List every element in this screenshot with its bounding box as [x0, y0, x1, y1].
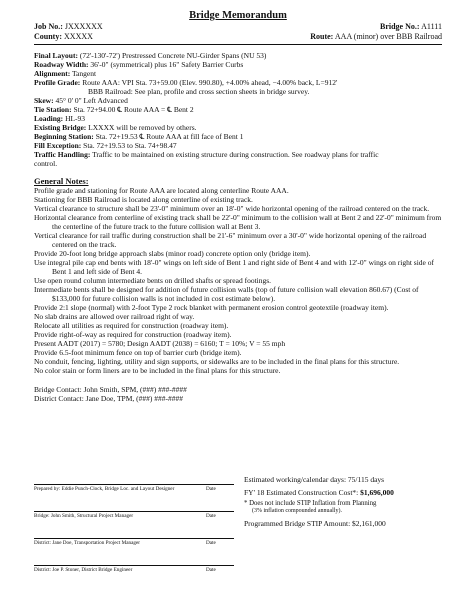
general-note: Use integral pile cap end bents with 18'-0" wings on left side of Bent 1 and right side of Bent 4 and with 12'-0" wings on right side of Bent 1 and left side of Bent 4. — [34, 258, 435, 276]
signature-rule — [34, 538, 234, 539]
stip-note: * Does not include STIP Inflation from Planning — [244, 500, 377, 507]
general-note: Provide 6.5-foot minimum fence on top of barrier curb (bridge item). — [34, 348, 242, 357]
signatory-name: District: Joe P. Stoner, District Bridge Engineer — [34, 567, 133, 573]
skew: Skew: 45° 0' 0" Left Advanced — [34, 96, 128, 105]
general-note: Vertical clearance to structure shall be 23'-0" minimum over an 18'-0" wide horizontal opening of the railroad centered on the track. — [34, 204, 430, 213]
beginning-station: Beginning Station: Sta. 72+19.53 ℄ Route AAA at fill face of Bent 1 — [34, 132, 244, 141]
bridge-number: Bridge No.: A1111 — [379, 22, 442, 31]
memo-title: Bridge Memorandum — [189, 10, 287, 21]
signature-date-label: Date — [206, 540, 216, 546]
traffic-handling: Traffic Handling: Traffic to be maintained on existing structure during construction. See roadway plans for traffic — [34, 150, 379, 159]
general-note: No slab drains are allowed over railroad right of way. — [34, 312, 195, 321]
working-days: Estimated working/calendar days: 75/115 days — [244, 475, 385, 484]
programmed-amount: Programmed Bridge STIP Amount: $2,161,000 — [244, 519, 386, 528]
job-number: Job No.: JXXXXXX — [34, 22, 103, 31]
signature-date-label: Date — [206, 513, 216, 519]
signature-line — [34, 501, 234, 528]
general-note: Provide right-of-way as required for construction (roadway item). — [34, 330, 232, 339]
general-note: Vertical clearance for rail traffic during construction shall be 21'-6" minimum over a 30'-0" wide horizontal opening of the railroad centered on the track. — [34, 231, 427, 249]
general-note: No conduit, fencing, lighting, utility and sign supports, or sidewalks are to be included in the final plans for this structure. — [34, 357, 400, 366]
signature-date-label: Date — [206, 567, 216, 573]
district-contact: District Contact: Jane Doe, TPM, (###) ###-#### — [34, 394, 184, 403]
signature-block — [34, 474, 234, 582]
stip-note-sub: (3% inflation compounded annually). — [252, 508, 342, 514]
county-route-row — [34, 32, 442, 42]
construction-cost: FY' 18 Estimated Construction Cost*: $1,696,000 — [244, 488, 394, 497]
contacts-block — [34, 385, 442, 403]
alignment: Alignment: Tangent — [34, 69, 97, 78]
general-notes-title: General Notes: — [34, 176, 89, 186]
county: County: XXXXX — [34, 32, 93, 41]
signatory-name: Prepared by: Eddie Punch-Clock, Bridge Loc. and Layout Designer — [34, 486, 175, 492]
signature-rule — [34, 484, 234, 485]
general-notes-list — [34, 186, 442, 375]
signature-line — [34, 555, 234, 582]
signatory-name: District: Jane Doe, Transportation Project Manager — [34, 540, 141, 546]
general-note: Provide 20-foot long bridge approach slabs (minor road) concrete option only (bridge item). — [34, 249, 311, 258]
signature-line — [34, 528, 234, 555]
estimate-block — [244, 475, 444, 528]
existing-bridge: Existing Bridge: LXXXX will be removed by others. — [34, 123, 197, 132]
general-note: Stationing for BBB Railroad is located along centerline of existing track. — [34, 195, 253, 204]
route: Route: AAA (minor) over BBB Railroad — [310, 32, 442, 41]
header-divider — [34, 44, 442, 45]
signature-rule — [34, 511, 234, 512]
fill-exception: Fill Exception: Sta. 72+19.53 to Sta. 74+98.47 — [34, 141, 177, 150]
general-note: Present AADT (2017) = 5780; Design AADT (2038) = 6160; T = 10%; V = 55 mph — [34, 339, 286, 348]
general-note: No color stain or form liners are to be included in the final plans for this structure. — [34, 366, 281, 375]
traffic-handling-cont: control. — [34, 159, 58, 168]
final-layout: Final Layout: (72'-130'-72') Prestressed Concrete NU-Girder Spans (NU 53) — [34, 51, 267, 60]
general-note: Use open round column intermediate bents on drilled shafts or spread footings. — [34, 276, 272, 285]
memo-page — [34, 10, 442, 403]
job-bridge-row — [34, 22, 442, 32]
profile-grade: Profile Grade: Route AAA: VPI Sta. 73+59.00 (Elev. 990.80), +4.00% ahead, −4.00% back, L=912' — [34, 78, 338, 87]
signature-rule — [34, 565, 234, 566]
bridge-contact: Bridge Contact: John Smith, SPM, (###) ###-#### — [34, 385, 187, 394]
general-note: Profile grade and stationing for Route AAA are located along centerline Route AAA. — [34, 186, 289, 195]
tie-station: Tie Station: Sta. 72+94.00 ℄ Route AAA = ℄ Bent 2 — [34, 105, 194, 114]
loading: Loading: HL-93 — [34, 114, 86, 123]
profile-grade-railroad: BBB Railroad: See plan, profile and cross section sheets in bridge survey. — [88, 87, 310, 96]
general-note: Provide 2:1 slope (normal) with 2-foot Type 2 rock blanket with permanent erosion control geotextile (roadway item). — [34, 303, 389, 312]
general-note: Horizontal clearance from centerline of existing track shall be 22'-0" minimum to the collision wall at Bent 2 and 22'-0" minimum from the centerline of the future track to the future collision wall at Bent 3. — [34, 213, 442, 231]
general-note: Intermediate bents shall be designed for addition of future collision walls (top of future collision wall elevation 860.67) (Cost of $133,000 for future collision walls is not included in cost estimate below). — [34, 285, 419, 303]
signatory-name: Bridge: John Smith, Structural Project Manager — [34, 513, 134, 519]
signature-line — [34, 474, 234, 501]
bridge-info-block — [34, 51, 442, 168]
signature-date-label: Date — [206, 486, 216, 492]
roadway-width: Roadway Width: 36'-0" (symmetrical) plus 16" Safety Barrier Curbs — [34, 60, 244, 69]
general-note: Relocate all utilities as required for construction (roadway item). — [34, 321, 229, 330]
